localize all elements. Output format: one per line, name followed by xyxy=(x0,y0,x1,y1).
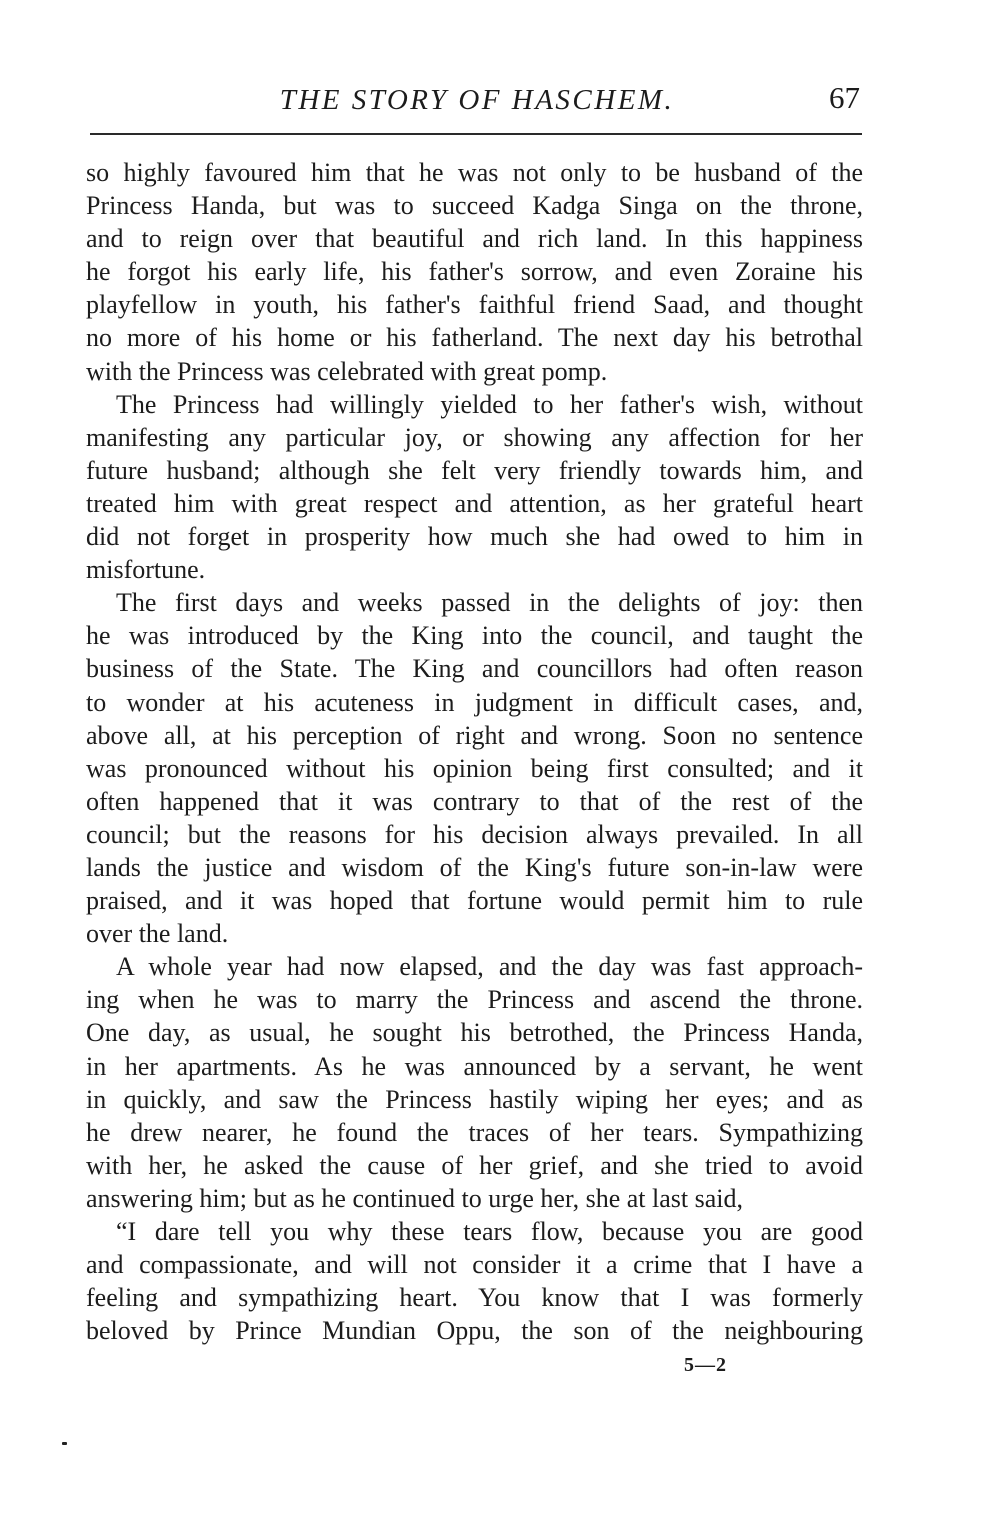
text-line: often happened that it was contrary to that of the rest of the xyxy=(86,786,863,816)
running-header xyxy=(92,80,862,124)
text-line: praised, and it was hoped that fortune would permit him to rule xyxy=(86,886,863,916)
text-line: lands the justice and wisdom of the King's future son-in-law were xyxy=(86,852,863,882)
text-line: in quickly, and saw the Princess hastily wiping her eyes; and as xyxy=(86,1084,863,1114)
paragraph xyxy=(86,950,863,1215)
paragraph xyxy=(86,586,863,950)
text-line: over the land. xyxy=(86,919,229,949)
text-line: with the Princess was celebrated with great pomp. xyxy=(86,356,608,386)
text-line: misfortune. xyxy=(86,555,206,585)
text-line: The Princess had willingly yielded to her father's wish, without xyxy=(116,389,863,419)
text-line: “I dare tell you why these tears flow, because you are good xyxy=(116,1217,863,1246)
paragraph xyxy=(86,388,863,587)
text-line: and compassionate, and will not consider it a crime that I have a xyxy=(86,1250,863,1280)
text-line: feeling and sympathizing heart. You know that I was formerly xyxy=(86,1283,863,1313)
running-title: THE STORY OF HASCHEM. xyxy=(279,84,675,116)
body-text xyxy=(86,156,863,1347)
text-line: One day, as usual, he sought his betrothed, the Princess Handa, xyxy=(86,1018,863,1048)
text-line: business of the State. The King and councillors had often reason xyxy=(86,654,863,684)
text-line: council; but the reasons for his decision always prevailed. In all xyxy=(86,819,863,849)
text-line: in her apartments. As he was announced by a servant, he went xyxy=(86,1051,863,1081)
text-line: did not forget in prosperity how much she had owed to him in xyxy=(86,522,863,552)
printer-signature: 5—2 xyxy=(684,1354,727,1376)
text-line: A whole year had now elapsed, and the day was fast approach- xyxy=(116,952,863,982)
text-line: The first days and weeks passed in the delights of joy: then xyxy=(116,588,863,618)
text-line: playfellow in youth, his father's faithful friend Saad, and thought xyxy=(86,290,863,320)
text-line: so highly favoured him that he was not only to be husband of the xyxy=(86,158,863,187)
text-line: treated him with great respect and attention, as her grateful heart xyxy=(86,488,863,518)
paragraph xyxy=(86,1215,863,1347)
text-line: with her, he asked the cause of her grief, and she tried to avoid xyxy=(86,1150,863,1180)
text-line: above all, at his perception of right and wrong. Soon no sentence xyxy=(86,720,863,750)
text-line: he drew nearer, he found the traces of her tears. Sympathizing xyxy=(86,1117,863,1147)
text-line: manifesting any particular joy, or showing any affection for her xyxy=(86,422,863,452)
text-line: Princess Handa, but was to succeed Kadga Singa on the throne, xyxy=(86,191,863,221)
page-number: 67 xyxy=(829,80,860,115)
header-rule xyxy=(90,133,862,135)
paragraph xyxy=(86,156,863,388)
text-line: and to reign over that beautiful and rich land. In this happiness xyxy=(86,224,863,254)
text-line: to wonder at his acuteness in judgment in difficult cases, and, xyxy=(86,687,863,717)
text-line: ing when he was to marry the Princess and ascend the throne. xyxy=(86,985,863,1015)
text-line: answering him; but as he continued to urge her, she at last said, xyxy=(86,1183,743,1213)
text-line: was pronounced without his opinion being first consulted; and it xyxy=(86,753,863,783)
text-line: he forgot his early life, his father's sorrow, and even Zoraine his xyxy=(86,257,863,287)
text-line: no more of his home or his fatherland. The next day his betrothal xyxy=(86,323,863,353)
text-line: future husband; although she felt very friendly towards him, and xyxy=(86,455,863,485)
ink-speck xyxy=(62,1442,67,1445)
text-line: beloved by Prince Mundian Oppu, the son of the neighbouring xyxy=(86,1316,863,1346)
text-line: he was introduced by the King into the council, and taught the xyxy=(86,621,863,651)
